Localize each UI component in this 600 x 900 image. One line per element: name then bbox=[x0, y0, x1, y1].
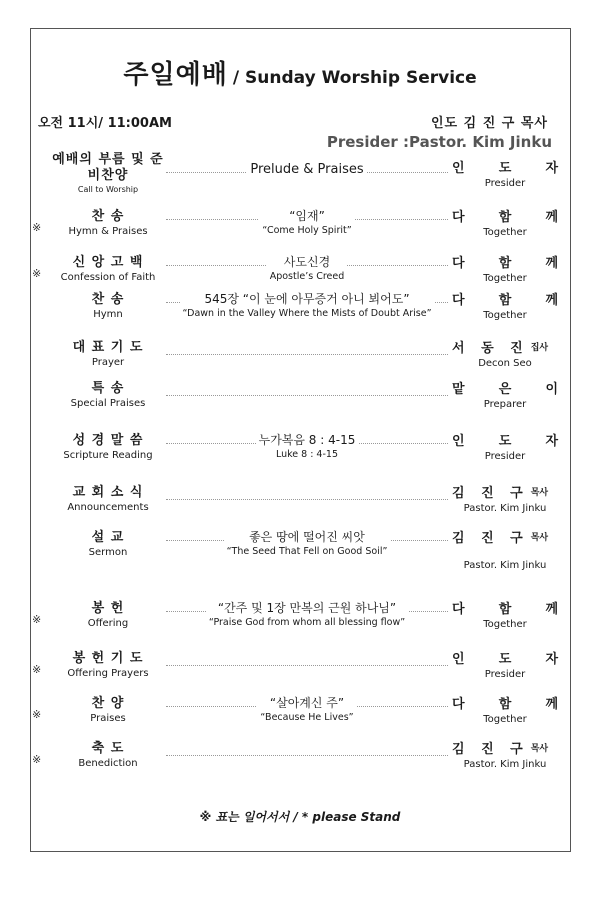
item-title-korean: 봉 헌 bbox=[91, 601, 125, 616]
leader-name-korean bbox=[452, 160, 558, 177]
item-title-english: Prayer bbox=[91, 357, 125, 368]
program-item-leader bbox=[452, 696, 558, 727]
leader-char: 은 bbox=[498, 382, 512, 397]
leader-name-english: Presider bbox=[484, 451, 526, 462]
leader-name-english: Together bbox=[483, 310, 527, 321]
item-title-english: Offering bbox=[87, 618, 129, 629]
detail-korean: “살아계신 주” bbox=[269, 696, 345, 710]
program-item-leader bbox=[452, 255, 558, 286]
leader-name-english: Preparer bbox=[483, 399, 527, 410]
program-item-leader bbox=[452, 485, 558, 516]
program-item-detail bbox=[166, 292, 448, 320]
item-title-english: Benediction bbox=[78, 758, 138, 769]
leader-name-english: Presider bbox=[484, 669, 526, 680]
detail-english: “Because He Lives” bbox=[260, 712, 354, 723]
detail-english: “Praise God from whom all blessing flow” bbox=[208, 617, 406, 628]
leader-char: 인 bbox=[452, 161, 465, 176]
dotted-leader bbox=[166, 755, 448, 756]
leader-name-english: Together bbox=[483, 273, 527, 284]
detail-text bbox=[257, 696, 356, 724]
stand-mark: ※ bbox=[32, 267, 42, 280]
leader-name-korean bbox=[452, 485, 558, 502]
leader-char: 함 bbox=[498, 293, 512, 308]
leader-name-korean bbox=[452, 696, 558, 713]
program-item-detail bbox=[166, 433, 448, 461]
leader-name-english: Together bbox=[483, 227, 527, 238]
leader-char: 자 bbox=[545, 434, 558, 449]
service-time: 오전 11시/ 11:00AM bbox=[38, 116, 172, 131]
stand-mark: ※ bbox=[32, 753, 42, 766]
program-item-title bbox=[52, 292, 164, 322]
leader-char: 맡 bbox=[452, 382, 465, 397]
item-title-english: Scripture Reading bbox=[63, 450, 153, 461]
leader-name-korean bbox=[452, 741, 558, 758]
detail-text bbox=[259, 209, 354, 237]
leader-name-english: Pastor. Kim Jinku bbox=[463, 560, 547, 571]
item-title-korean: 찬 양 bbox=[91, 696, 125, 711]
program-item-title bbox=[52, 340, 164, 370]
program-item-title bbox=[52, 433, 164, 463]
program-item-leader bbox=[452, 292, 558, 323]
dotted-leader bbox=[166, 499, 448, 500]
leader-char: 자 bbox=[545, 161, 558, 176]
item-title-korean: 성 경 말 씀 bbox=[72, 433, 144, 448]
program-item-title bbox=[52, 651, 164, 681]
leader-name-korean bbox=[452, 292, 558, 309]
presider-english: Presider :Pastor. Kim Jinku bbox=[326, 133, 552, 151]
detail-korean: 누가복음 8 : 4-15 bbox=[258, 433, 356, 447]
leader-name-korean bbox=[452, 433, 558, 450]
item-title-korean: 대 표 기 도 bbox=[72, 340, 144, 355]
detail-korean: “간주 및 1장 만복의 근원 하나님” bbox=[217, 601, 397, 615]
leader-char: 함 bbox=[498, 697, 512, 712]
detail-korean: 좋은 땅에 떨어진 씨앗 bbox=[249, 530, 365, 544]
leader-char: 다 bbox=[452, 293, 465, 308]
program-item-leader bbox=[452, 601, 558, 632]
detail-english: Luke 8 : 4-15 bbox=[275, 449, 338, 460]
item-title-english: Confession of Faith bbox=[60, 272, 156, 283]
item-title-english: Hymn bbox=[93, 309, 123, 320]
detail-english: Prelude & Praises bbox=[250, 162, 364, 177]
leader-char: 함 bbox=[498, 256, 512, 271]
item-title-korean: 찬 송 bbox=[91, 209, 125, 224]
leader-korean: 인도 김 진 구 목사 bbox=[430, 116, 548, 131]
program-item-detail bbox=[166, 530, 448, 558]
leader-name-korean bbox=[452, 209, 558, 226]
detail-korean: 545장 “이 눈에 아무증거 아니 뵈어도” bbox=[204, 292, 410, 306]
item-title-korean: 예배의 부름 및 준비찬양 bbox=[52, 152, 164, 183]
program-item-leader bbox=[452, 160, 558, 191]
detail-text bbox=[180, 292, 435, 320]
detail-korean: 사도신경 bbox=[283, 255, 331, 269]
title-korean: 주일예배 bbox=[123, 60, 228, 90]
leader-char: 께 bbox=[545, 293, 558, 308]
program-item-leader bbox=[452, 209, 558, 240]
leader-char: 다 bbox=[452, 256, 465, 271]
dotted-leader bbox=[166, 354, 448, 355]
leader-char: 다 bbox=[452, 210, 465, 225]
leader-char: 께 bbox=[545, 602, 558, 617]
leader-char: 께 bbox=[545, 697, 558, 712]
leader-char: 다 bbox=[452, 697, 465, 712]
leader-name-korean bbox=[452, 340, 558, 357]
stand-note: ※ 표는 일어서서 / * please Stand bbox=[199, 810, 401, 824]
program-item-title bbox=[52, 152, 164, 196]
leader-name-english: Presider bbox=[484, 178, 526, 189]
stand-mark: ※ bbox=[32, 663, 42, 676]
leader-char: 이 bbox=[545, 382, 558, 397]
leader-char: 도 bbox=[498, 434, 512, 449]
program-item-detail bbox=[166, 152, 448, 178]
leader-name-english: Decon Seo bbox=[478, 358, 532, 369]
leader-name-korean bbox=[452, 530, 558, 547]
program-item-title bbox=[52, 381, 164, 411]
detail-korean: “임재” bbox=[289, 209, 325, 223]
item-title-korean: 신 앙 고 백 bbox=[72, 255, 144, 270]
detail-english: “Come Holy Spirit” bbox=[262, 225, 352, 236]
detail-english: “Dawn in the Valley Where the Mists of Doubt Arise” bbox=[182, 308, 432, 319]
leader-name-english: Pastor. Kim Jinku bbox=[463, 503, 547, 514]
leader-title-suffix: 목사 bbox=[530, 488, 549, 498]
leader-name: 김 진 구 bbox=[452, 742, 529, 757]
leader-char: 께 bbox=[545, 210, 558, 225]
leader-name: 서 동 진 bbox=[452, 341, 529, 356]
item-title-english: Praises bbox=[90, 713, 126, 724]
detail-english: “The Seed That Fell on Good Soil” bbox=[226, 546, 388, 557]
leader-char: 자 bbox=[545, 652, 558, 667]
program-item-leader bbox=[452, 381, 558, 412]
item-title-korean: 교 회 소 식 bbox=[72, 485, 144, 500]
program-item-title bbox=[52, 601, 164, 631]
leader-char: 께 bbox=[545, 256, 558, 271]
program-item-leader bbox=[452, 741, 558, 772]
leader-title-suffix: 목사 bbox=[530, 744, 549, 754]
leader-name: 김 진 구 bbox=[452, 486, 529, 501]
item-title-english: Announcements bbox=[67, 502, 149, 513]
program-item-title bbox=[52, 530, 164, 560]
program-item-leader bbox=[452, 340, 558, 371]
detail-english: Apostle’s Creed bbox=[269, 271, 345, 282]
item-title-korean: 설 교 bbox=[91, 530, 125, 545]
detail-text bbox=[206, 601, 408, 629]
item-title-english: Hymn & Praises bbox=[68, 226, 148, 237]
program-item-title bbox=[52, 485, 164, 515]
leader-name-english: Pastor. Kim Jinku bbox=[463, 759, 547, 770]
program-item-leader bbox=[452, 530, 558, 573]
item-title-korean: 축 도 bbox=[91, 741, 125, 756]
item-title-korean: 찬 송 bbox=[91, 292, 125, 307]
page-title bbox=[0, 54, 600, 91]
dotted-leader bbox=[166, 395, 448, 396]
title-english: / Sunday Worship Service bbox=[232, 68, 477, 88]
item-title-english: Sermon bbox=[88, 547, 128, 558]
item-title-korean: 특 송 bbox=[91, 381, 125, 396]
item-title-english: Offering Prayers bbox=[67, 668, 149, 679]
leader-char: 다 bbox=[452, 602, 465, 617]
leader-title-suffix: 집사 bbox=[530, 343, 549, 353]
stand-mark: ※ bbox=[32, 708, 42, 721]
detail-text bbox=[256, 433, 359, 461]
program-item-title bbox=[52, 209, 164, 239]
leader-char: 인 bbox=[452, 434, 465, 449]
program-item-detail bbox=[166, 255, 448, 283]
leader-title-suffix: 목사 bbox=[530, 533, 549, 543]
leader-char: 함 bbox=[498, 602, 512, 617]
program-item-detail bbox=[166, 209, 448, 237]
leader-char: 도 bbox=[498, 652, 512, 667]
program-item-detail bbox=[166, 696, 448, 724]
item-title-korean: 봉 헌 기 도 bbox=[72, 651, 144, 666]
leader-name-korean bbox=[452, 381, 558, 398]
item-title-english: Call to Worship bbox=[77, 185, 139, 194]
program-item-leader bbox=[452, 433, 558, 464]
detail-text bbox=[267, 255, 348, 283]
stand-mark: ※ bbox=[32, 613, 42, 626]
program-item-title bbox=[52, 696, 164, 726]
item-title-english: Special Praises bbox=[70, 398, 146, 409]
leader-name-english: Together bbox=[483, 619, 527, 630]
detail-text bbox=[247, 152, 366, 178]
leader-name: 김 진 구 bbox=[452, 531, 529, 546]
program-item-title bbox=[52, 255, 164, 285]
leader-char: 인 bbox=[452, 652, 465, 667]
stand-mark: ※ bbox=[32, 221, 42, 234]
leader-name-korean bbox=[452, 651, 558, 668]
leader-name-english: Together bbox=[483, 714, 527, 725]
program-item-leader bbox=[452, 651, 558, 682]
program-item-title bbox=[52, 741, 164, 771]
detail-text bbox=[224, 530, 391, 558]
leader-char: 함 bbox=[498, 210, 512, 225]
leader-char: 도 bbox=[498, 161, 512, 176]
dotted-leader bbox=[166, 665, 448, 666]
program-item-detail bbox=[166, 601, 448, 629]
leader-name-korean bbox=[452, 255, 558, 272]
leader-name-korean bbox=[452, 601, 558, 618]
